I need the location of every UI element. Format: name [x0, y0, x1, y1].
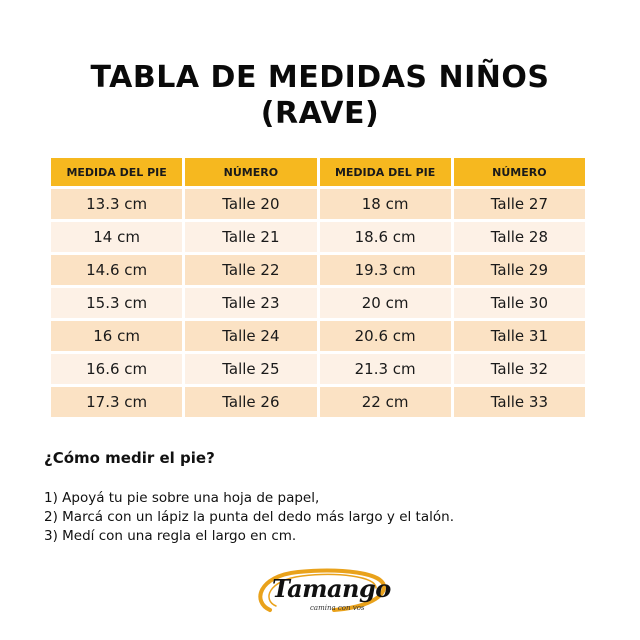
table-cell: Talle 20	[185, 189, 316, 219]
header-foot-size-2: MEDIDA DEL PIE	[320, 158, 451, 186]
table-cell: 13.3 cm	[51, 189, 182, 219]
table-row	[51, 387, 585, 417]
table-cell: Talle 25	[185, 354, 316, 384]
title-line-1: TABLA DE MEDIDAS NIÑOS	[90, 60, 550, 95]
table-row	[51, 354, 585, 384]
table-cell: Talle 31	[454, 321, 585, 351]
howto-title: ¿Cómo medir el pie?	[44, 449, 215, 467]
table-row	[51, 288, 585, 318]
table-row	[51, 222, 585, 252]
table-row	[51, 189, 585, 219]
table-header-row	[51, 158, 585, 186]
table-cell: Talle 21	[185, 222, 316, 252]
step-item: 1) Apoyá tu pie sobre una hoja de papel,	[44, 490, 320, 506]
table-cell: 21.3 cm	[320, 354, 451, 384]
step-item: 3) Medí con una regla el largo en cm.	[44, 528, 297, 544]
table-cell: Talle 32	[454, 354, 585, 384]
table-cell: Talle 22	[185, 255, 316, 285]
step-item: 2) Marcá con un lápiz la punta del dedo más largo y el talón.	[44, 509, 454, 525]
table-cell: Talle 33	[454, 387, 585, 417]
howto-steps	[44, 489, 634, 546]
table-row	[51, 321, 585, 351]
brand-logo	[250, 566, 390, 618]
table-cell: Talle 27	[454, 189, 585, 219]
table-cell: Talle 30	[454, 288, 585, 318]
page-title	[0, 60, 640, 132]
table-cell: 16.6 cm	[51, 354, 182, 384]
table-cell: Talle 23	[185, 288, 316, 318]
table-cell: 14.6 cm	[51, 255, 182, 285]
logo-name: Tamango	[272, 574, 391, 603]
table-cell: Talle 24	[185, 321, 316, 351]
header-foot-size-1: MEDIDA DEL PIE	[51, 158, 182, 186]
table-cell: 19.3 cm	[320, 255, 451, 285]
header-number-1: NÚMERO	[185, 158, 316, 186]
table-cell: Talle 29	[454, 255, 585, 285]
table-cell: Talle 26	[185, 387, 316, 417]
table-cell: 16 cm	[51, 321, 182, 351]
table-cell: Talle 28	[454, 222, 585, 252]
header-number-2: NÚMERO	[454, 158, 585, 186]
table-cell: 18.6 cm	[320, 222, 451, 252]
title-line-2: (RAVE)	[260, 96, 380, 131]
logo-tagline: camina con vos	[310, 604, 365, 612]
table-cell: 15.3 cm	[51, 288, 182, 318]
table-cell: 18 cm	[320, 189, 451, 219]
table-cell: 17.3 cm	[51, 387, 182, 417]
table-cell: 14 cm	[51, 222, 182, 252]
table-cell: 22 cm	[320, 387, 451, 417]
table-row	[51, 255, 585, 285]
table-cell: 20.6 cm	[320, 321, 451, 351]
size-table	[48, 155, 588, 420]
table-cell: 20 cm	[320, 288, 451, 318]
